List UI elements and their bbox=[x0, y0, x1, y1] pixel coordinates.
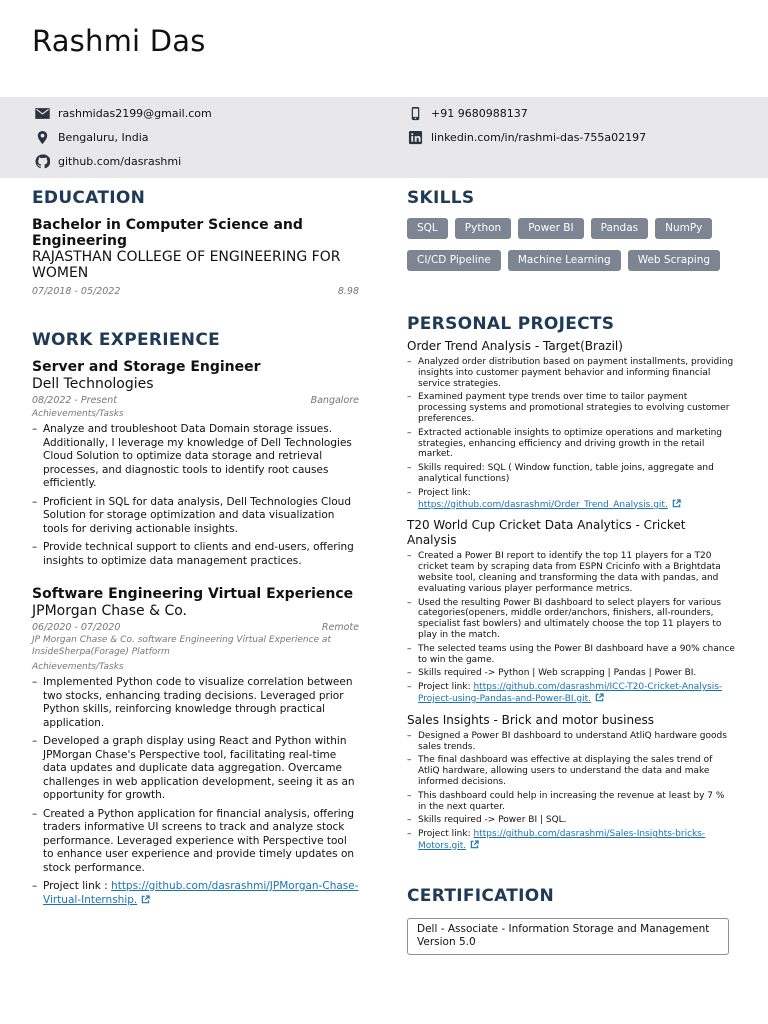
list-item: – The final dashboard was effective at displaying the sales trend of AtliQ hardware, allowing users to understand the data and make informed decisions. bbox=[407, 755, 735, 787]
job-dates: 06/2020 - 07/2020 bbox=[32, 622, 121, 633]
certification-item: Dell - Associate - Information Storage and Management Version 5.0 bbox=[407, 918, 729, 955]
link-prefix: Project link: bbox=[418, 682, 474, 693]
education-dates: 07/2018 - 05/2022 bbox=[32, 286, 121, 297]
job-meta bbox=[32, 622, 359, 633]
list-item: – Extracted actionable insights to optimize operations and marketing strategies, enhancing efficiency and driving growth in the retail market. bbox=[407, 428, 735, 460]
certification-heading: CERTIFICATION bbox=[407, 885, 555, 906]
resume-name: Rashmi Das bbox=[32, 24, 206, 58]
job-company: Dell Technologies bbox=[32, 376, 154, 392]
github-icon bbox=[34, 153, 50, 169]
education-meta bbox=[32, 286, 359, 297]
link-prefix: Project link: bbox=[418, 487, 471, 498]
skills-tags bbox=[407, 218, 735, 271]
skills-heading: SKILLS bbox=[407, 188, 475, 208]
list-item: – Examined payment type trends over time to tailor payment processing systems and promotional strategies to evolving customer preferences. bbox=[407, 392, 735, 424]
list-item: – Skills required -> Power BI | SQL. bbox=[407, 815, 735, 826]
skill-tag: Machine Learning bbox=[508, 250, 621, 271]
list-item: – Created a Python application for financial analysis, offering traders informative UI screens to track and analyze stock performance. Leveraged experience with Perspective tool to enhance user experience and provide timely updates on stock performance. bbox=[32, 808, 359, 876]
skill-tag: Web Scraping bbox=[628, 250, 720, 271]
job-entry bbox=[32, 359, 359, 568]
list-item: – Analyzed order distribution based on payment installments, providing insights into customer payment behavior and informing financial service strategies. bbox=[407, 357, 735, 389]
project-bullets bbox=[407, 731, 735, 852]
project-link[interactable]: https://github.com/dasrashmi/JPMorgan-Chase-Virtual-Internship. bbox=[43, 880, 359, 906]
left-column bbox=[32, 188, 359, 912]
education-heading: EDUCATION bbox=[32, 188, 146, 208]
list-item: – Designed a Power BI dashboard to understand AtliQ hardware goods sales trends. bbox=[407, 731, 735, 753]
job-location: Bangalore bbox=[310, 395, 359, 406]
skill-tag: NumPy bbox=[655, 218, 712, 239]
education-grade: 8.98 bbox=[337, 286, 359, 297]
list-item: – Implemented Python code to visualize correlation between two stocks, enhancing trading decisions. Leveraged prior Python skills, reinforcing knowledge through practical application. bbox=[32, 676, 359, 730]
project-entry bbox=[407, 518, 735, 704]
job-dates: 08/2022 - Present bbox=[32, 395, 117, 406]
list-item bbox=[407, 829, 735, 852]
skill-tag: Python bbox=[455, 218, 511, 239]
job-description: JP Morgan Chase & Co. software Engineering Virtual Experience at InsideSherpa(Forage) Platform bbox=[32, 635, 331, 657]
job-role: Server and Storage Engineer bbox=[32, 359, 261, 375]
job-entry bbox=[32, 586, 359, 907]
list-item: – Created a Power BI report to identify the top 11 players for a T20 cricket team by scraping data from ESPN Cricinfo with a Brightdata website tool, cleaning and transforming the data with pandas, and evaluating various player performance metrics. bbox=[407, 551, 735, 594]
list-item bbox=[32, 880, 359, 907]
link-prefix: Project link: bbox=[418, 829, 474, 840]
phone-icon bbox=[407, 105, 423, 121]
job-location: Remote bbox=[321, 622, 359, 633]
list-item: – Developed a graph display using React and Python within JPMorgan Chase's Perspective tool, facilitating real-time data updates and duplicate data aggregation. Overcame challenges in web application development, seeing it as an opportunity for growth. bbox=[32, 735, 359, 803]
external-link-icon[interactable] bbox=[470, 840, 479, 849]
job-meta bbox=[32, 395, 359, 406]
external-link-icon[interactable] bbox=[595, 693, 604, 702]
projects-heading: PERSONAL PROJECTS bbox=[407, 314, 615, 334]
link-prefix: Project link : bbox=[43, 880, 112, 892]
phone-text: +91 9680988137 bbox=[431, 106, 528, 120]
project-link[interactable]: https://github.com/dasrashmi/ICC-T20-Cricket-Analysis-Project-using-Pandas-and-Power-BI.git. bbox=[418, 682, 723, 704]
list-item: – Analyze and troubleshoot Data Domain storage issues. Additionally, I leverage my knowledge of Dell Technologies Cloud Solution to optimize data storage and retrieval processes, and diagnostic tools to identify root causes efficiently. bbox=[32, 423, 359, 491]
email-text[interactable]: rashmidas2199@gmail.com bbox=[58, 106, 212, 120]
external-link-icon[interactable] bbox=[672, 499, 681, 508]
project-bullets bbox=[407, 357, 735, 510]
degree: Bachelor in Computer Science and Engineering bbox=[32, 217, 303, 249]
list-item: – Used the resulting Power BI dashboard to select players for various categories(openers, middle order/anchors, finishers, all-rounders, specialist fast bowlers) and ultimately choose the top 11 players to play in the match. bbox=[407, 598, 735, 641]
list-item bbox=[407, 488, 735, 511]
project-entry bbox=[407, 713, 735, 852]
contact-email bbox=[34, 105, 212, 121]
project-link[interactable]: https://github.com/dasrashmi/Sales-Insights-bricks-Motors.git. bbox=[418, 829, 706, 851]
linkedin-text[interactable]: linkedin.com/in/rashmi-das-755a02197 bbox=[431, 130, 647, 144]
list-item: – This dashboard could help in increasing the revenue at least by 7 % in the next quarter. bbox=[407, 791, 735, 813]
linkedin-icon bbox=[407, 129, 423, 145]
job-bullets bbox=[32, 423, 359, 568]
list-item bbox=[407, 682, 735, 705]
achievements-label: Achievements/Tasks bbox=[32, 409, 124, 419]
external-link-icon[interactable] bbox=[141, 895, 150, 904]
map-pin-icon bbox=[34, 129, 50, 145]
right-column bbox=[407, 188, 735, 955]
github-text[interactable]: github.com/dasrashmi bbox=[58, 154, 182, 168]
skill-tag: SQL bbox=[407, 218, 448, 239]
project-title: Sales Insights - Brick and motor business bbox=[407, 712, 655, 727]
achievements-label: Achievements/Tasks bbox=[32, 662, 124, 672]
location-text: Bengaluru, India bbox=[58, 130, 149, 144]
contact-band bbox=[0, 97, 768, 178]
list-item: – Provide technical support to clients and end-users, offering insights to optimize data management practices. bbox=[32, 541, 359, 568]
list-item: – Proficient in SQL for data analysis, Dell Technologies Cloud Solution for storage optimization and data visualization tools for deriving actionable insights. bbox=[32, 496, 359, 537]
list-item: – Skills required -> Python | Web scrapping | Pandas | Power BI. bbox=[407, 668, 735, 679]
school: RAJASTHAN COLLEGE OF ENGINEERING FOR WOMEN bbox=[32, 249, 341, 281]
project-title: Order Trend Analysis - Target(Brazil) bbox=[407, 339, 623, 353]
project-bullets bbox=[407, 551, 735, 704]
envelope-icon bbox=[34, 105, 50, 121]
contact-linkedin bbox=[407, 129, 646, 145]
project-link[interactable]: https://github.com/dasrashmi/Order_Trend_Analysis.git. bbox=[418, 499, 668, 510]
project-entry bbox=[407, 339, 735, 510]
job-company: JPMorgan Chase & Co. bbox=[32, 603, 188, 619]
job-role: Software Engineering Virtual Experience bbox=[32, 586, 354, 602]
contact-phone bbox=[407, 105, 528, 121]
skill-tag: CI/CD Pipeline bbox=[407, 250, 501, 271]
job-bullets bbox=[32, 676, 359, 907]
list-item: – Skills required: SQL ( Window function, table joins, aggregate and analytical functions) bbox=[407, 463, 735, 485]
contact-location bbox=[34, 129, 149, 145]
work-heading: WORK EXPERIENCE bbox=[32, 330, 221, 350]
skill-tag: Pandas bbox=[591, 218, 649, 239]
contact-github bbox=[34, 153, 181, 169]
skill-tag: Power BI bbox=[518, 218, 583, 239]
project-title: T20 World Cup Cricket Data Analytics - Cricket Analysis bbox=[407, 518, 686, 548]
list-item: – The selected teams using the Power BI dashboard have a 90% chance to win the game. bbox=[407, 644, 735, 666]
